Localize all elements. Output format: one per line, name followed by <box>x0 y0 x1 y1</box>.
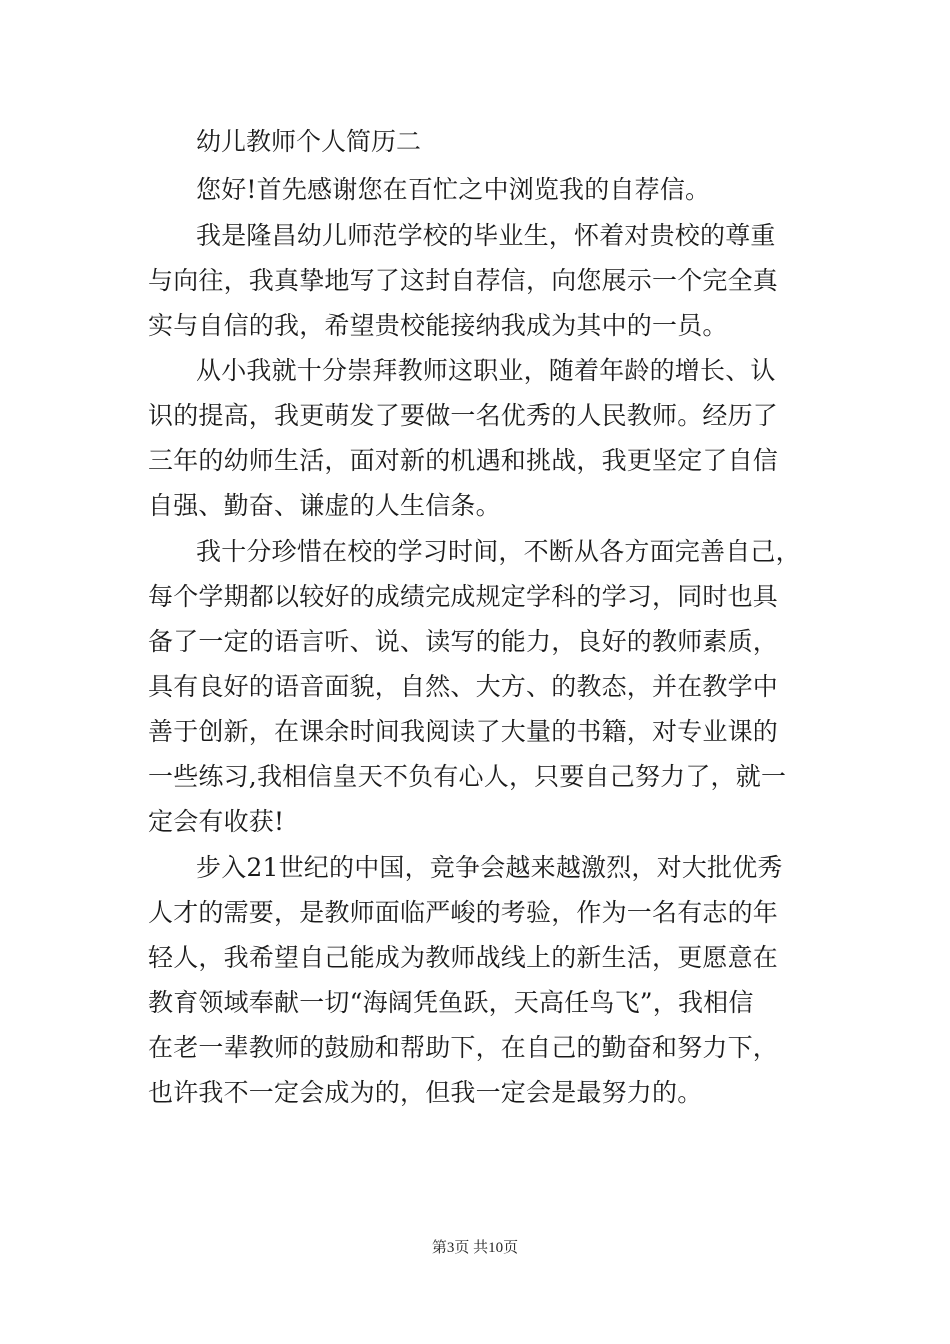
paragraph-line: 三年的幼师生活，面对新的机遇和挑战，我更坚定了自信 <box>148 446 779 475</box>
paragraph-line: 备了一定的语言听、说、读写的能力，良好的教师素质， <box>148 627 779 656</box>
paragraph-line: 从小我就十分崇拜教师这职业，随着年龄的增长、认 <box>196 356 776 385</box>
paragraph-line: 教育领域奉献一切“海阔凭鱼跃，天高任鸟飞”，我相信 <box>148 988 754 1017</box>
paragraph-line: 也许我不一定会成为的，但我一定会是最努力的。 <box>148 1078 703 1107</box>
paragraph-line: 在老一辈教师的鼓励和帮助下，在自己的勤奋和努力下， <box>148 1033 779 1062</box>
page-number-footer: 第3页 共10页 <box>431 1240 519 1256</box>
paragraph-line: 具有良好的语音面貌，自然、大方、的教态，并在教学中 <box>148 672 779 701</box>
paragraph-line: 轻人，我希望自己能成为教师战线上的新生活，更愿意在 <box>148 943 779 972</box>
paragraph-line: 一些练习,我相信皇天不负有心人，只要自己努力了，就一 <box>148 762 787 791</box>
paragraph-line: 识的提高，我更萌发了要做一名优秀的人民教师。经历了 <box>148 401 779 430</box>
paragraph-line: 我十分珍惜在校的学习时间，不断从各方面完善自己， <box>196 537 801 566</box>
paragraph-line: 人才的需要，是教师面临严峻的考验，作为一名有志的年 <box>148 898 779 927</box>
paragraph-line: 每个学期都以较好的成绩完成规定学科的学习，同时也具 <box>148 582 779 611</box>
paragraph-line: 步入21世纪的中国，竞争会越来越激烈，对大批优秀 <box>196 853 783 882</box>
paragraph-line: 与向往，我真挚地写了这封自荐信，向您展示一个完全真 <box>148 266 779 295</box>
paragraph-line: 定会有收获! <box>148 807 285 836</box>
paragraph-line: 您好!首先感谢您在百忙之中浏览我的自荐信。 <box>196 175 711 204</box>
paragraph-line: 实与自信的我，希望贵校能接纳我成为其中的一员。 <box>148 311 728 340</box>
paragraph-line: 我是隆昌幼儿师范学校的毕业生，怀着对贵校的尊重 <box>196 221 776 250</box>
paragraph-line: 善于创新，在课余时间我阅读了大量的书籍，对专业课的 <box>148 717 779 746</box>
paragraph-line: 自强、勤奋、谦虚的人生信条。 <box>148 491 501 520</box>
document-title: 幼儿教师个人简历二 <box>196 127 422 156</box>
